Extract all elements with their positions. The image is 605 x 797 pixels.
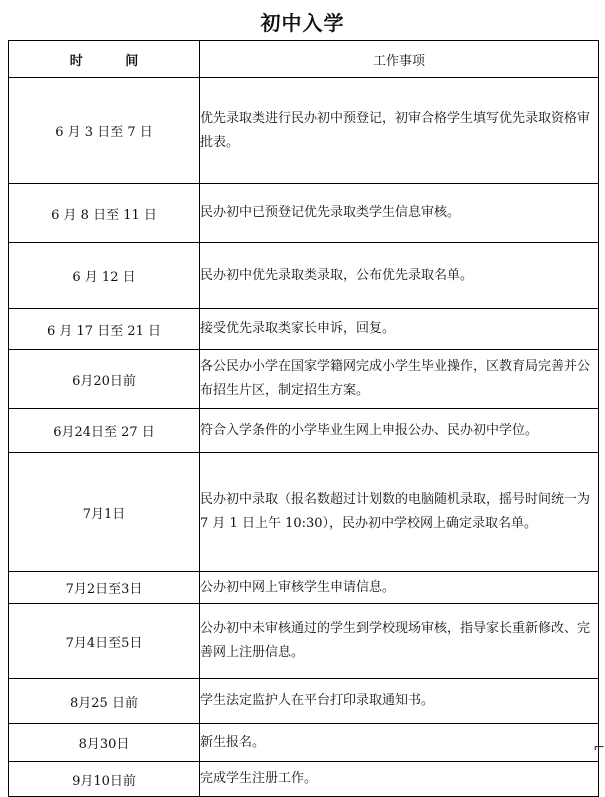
header-row: [9, 41, 599, 78]
row-task: 民办初中录取（报名数超过计划数的电脑随机录取，摇号时间统一为 7 月 1 日上午 10:30），民办初中学校网上确定录取名单。: [200, 453, 599, 572]
row-task: 符合入学条件的小学毕业生网上申报公办、民办初中学位。: [200, 409, 599, 453]
corner-bracket-mark: ⌐: [593, 740, 605, 756]
row-time: 6 月 8 日至 11 日: [9, 184, 200, 243]
table-row: [9, 409, 599, 453]
row-task: 优先录取类进行民办初中预登记，初审合格学生填写优先录取资格审批表。: [200, 78, 599, 184]
table-row: [9, 724, 599, 762]
row-time: 8月25 日前: [9, 679, 200, 724]
table-row: [9, 453, 599, 572]
page-title: 初中入学: [260, 11, 345, 35]
table-row: [9, 572, 599, 604]
header-task: 工作事项: [200, 41, 599, 78]
row-task: 完成学生注册工作。: [200, 762, 599, 797]
row-time: 6 月 12 日: [9, 243, 200, 309]
row-time: 6月24日至 27 日: [9, 409, 200, 453]
table-row: [9, 243, 599, 309]
row-task: 接受优先录取类家长申诉，回复。: [200, 309, 599, 350]
header-time: 时 间: [9, 41, 200, 78]
schedule-table: [8, 40, 599, 797]
row-time: 7月1日: [9, 453, 200, 572]
table-row: [9, 604, 599, 679]
row-task: 各公民办小学在国家学籍网完成小学生毕业操作，区教育局完善并公布招生片区，制定招生方案。: [200, 350, 599, 409]
row-time: 8月30日: [9, 724, 200, 762]
row-time: 6月20日前: [9, 350, 200, 409]
row-task: 学生法定监护人在平台打印录取通知书。: [200, 679, 599, 724]
row-time: 9月10日前: [9, 762, 200, 797]
table-row: [9, 309, 599, 350]
table-row: [9, 762, 599, 797]
row-task: 公办初中未审核通过的学生到学校现场审核，指导家长重新修改、完善网上注册信息。: [200, 604, 599, 679]
row-task: 新生报名。: [200, 724, 599, 762]
row-task: 民办初中已预登记优先录取类学生信息审核。: [200, 184, 599, 243]
row-task: 民办初中优先录取类录取，公布优先录取名单。: [200, 243, 599, 309]
row-time: 6 月 3 日至 7 日: [9, 78, 200, 184]
table-row: [9, 184, 599, 243]
table-row: [9, 679, 599, 724]
row-time: 6 月 17 日至 21 日: [9, 309, 200, 350]
table-row: [9, 350, 599, 409]
table-row: [9, 78, 599, 184]
row-task: 公办初中网上审核学生申请信息。: [200, 572, 599, 604]
row-time: 7月2日至3日: [9, 572, 200, 604]
row-time: 7月4日至5日: [9, 604, 200, 679]
